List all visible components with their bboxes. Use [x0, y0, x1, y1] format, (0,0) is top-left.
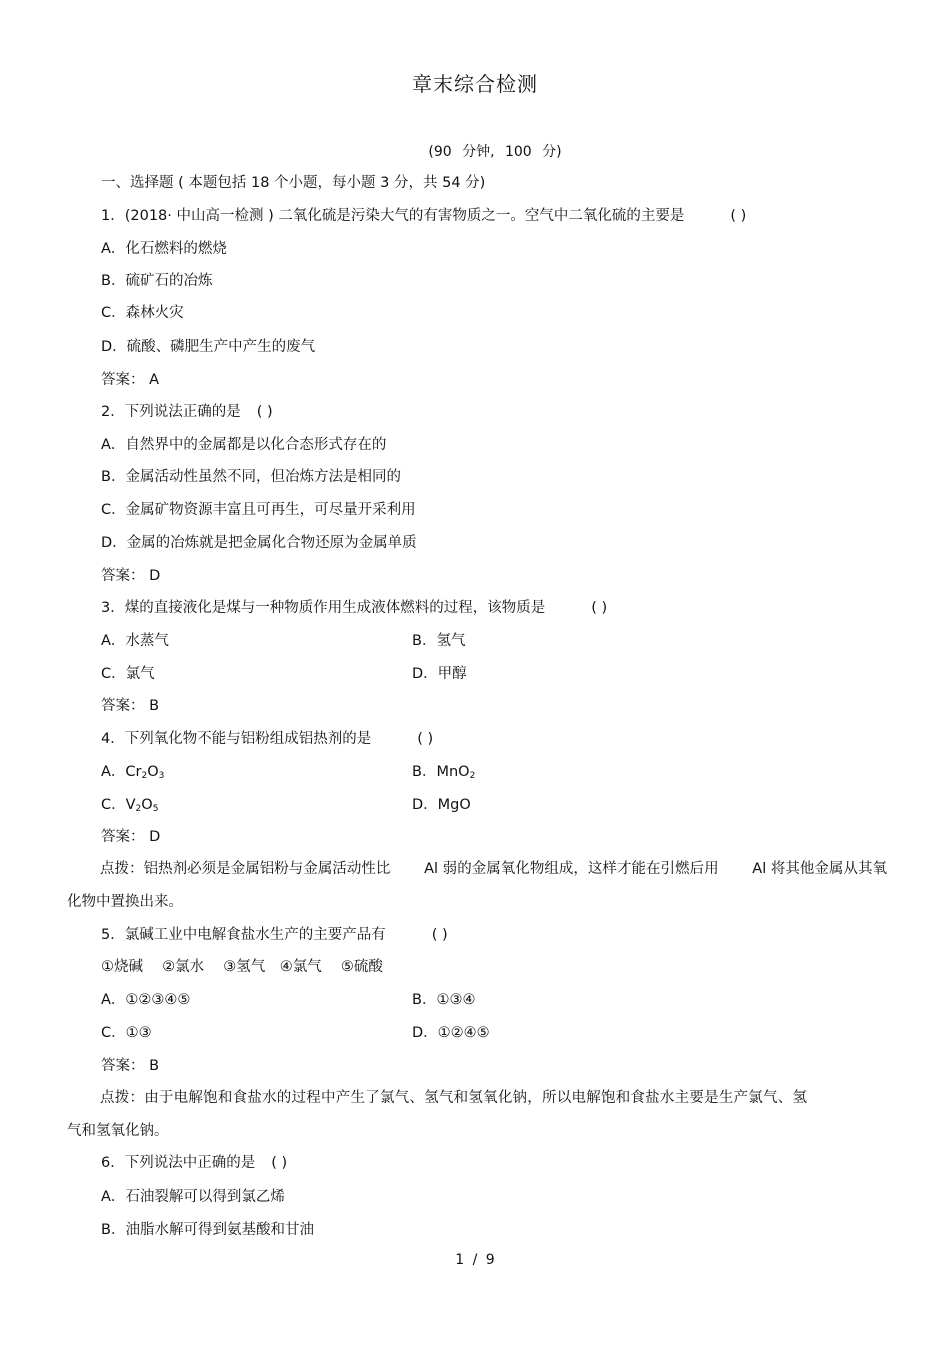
- q6-option-b: B．油脂水解可得到氨基酸和甘油: [101, 1222, 314, 1238]
- question-4: [101, 729, 433, 749]
- q3-option-d: D．甲醇: [412, 666, 467, 682]
- question-5-blank: ( ): [431, 927, 448, 943]
- q4-option-d: D．MgO: [412, 797, 471, 813]
- question-2-blank: ( ): [256, 404, 273, 420]
- q5-option-b: B．①③④: [412, 992, 476, 1008]
- q3-option-a: A．水蒸气: [101, 633, 169, 649]
- question-4-stem: 4．下列氧化物不能与铝粉组成铝热剂的是: [101, 731, 372, 747]
- q4-answer: 答案： D: [101, 829, 161, 845]
- question-2-stem: 2．下列说法正确的是: [101, 404, 241, 420]
- q1-option-a: A．化石燃料的燃烧: [101, 241, 227, 257]
- q4-a-mid: O: [147, 764, 159, 780]
- section-heading: 一、选择题 ( 本题包括 18 个小题，每小题 3 分，共 54 分): [101, 175, 486, 191]
- q4-a-text: A．Cr: [101, 764, 142, 780]
- question-3: [101, 598, 607, 618]
- page-title: 章末综合检测: [412, 72, 538, 96]
- question-5: [101, 925, 448, 945]
- question-6-stem: 6．下列说法中正确的是: [101, 1155, 256, 1171]
- question-3-blank: ( ): [591, 600, 608, 616]
- question-1: [101, 206, 746, 226]
- q4-c-mid: O: [141, 797, 153, 813]
- q4-a-sub2: 3: [158, 771, 165, 781]
- q3-option-c: C．氯气: [101, 666, 155, 682]
- page-number: 1 / 9: [455, 1252, 495, 1268]
- q1-option-d: D．硫酸、磷肥生产中产生的废气: [101, 339, 316, 355]
- question-3-stem: 3．煤的直接液化是煤与一种物质作用生成液体燃料的过程，该物质是: [101, 600, 546, 616]
- q4-option-a: [101, 762, 164, 786]
- question-6: [101, 1153, 287, 1173]
- q2-option-a: A．自然界中的金属都是以化合态形式存在的: [101, 437, 387, 453]
- q5-option-c: C．①③: [101, 1025, 152, 1041]
- exam-duration-score: (90 分钟, 100 分): [428, 144, 562, 160]
- q5-answer: 答案： B: [101, 1058, 160, 1074]
- q4-c-sub2: 5: [152, 804, 159, 814]
- q2-answer: 答案： D: [101, 568, 161, 584]
- question-2: [101, 402, 273, 422]
- q2-option-c: C．金属矿物资源丰富且可再生，可尽量开采利用: [101, 502, 416, 518]
- question-1-blank: ( ): [730, 208, 747, 224]
- q5-hint: 点拨：由于电解饱和食盐水的过程中产生了氯气、氢气和氢氧化钠，所以电解饱和食盐水主要是生产氯气、氢气和氢氧化钠。: [67, 1090, 807, 1139]
- q5-items: ①烧碱 ②氯水 ③氢气 ④氯气 ⑤硫酸: [101, 959, 383, 975]
- q1-answer: 答案： A: [101, 372, 160, 388]
- q1-option-c: C．森林火灾: [101, 305, 184, 321]
- question-4-blank: ( ): [417, 731, 434, 747]
- q4-b-sub: 2: [469, 771, 476, 781]
- q4-c-sub1: 2: [135, 804, 142, 814]
- question-6-blank: ( ): [271, 1155, 288, 1171]
- q4-option-c: [101, 795, 158, 819]
- q5-option-a: A．①②③④⑤: [101, 992, 191, 1008]
- q4-a-sub1: 2: [141, 771, 148, 781]
- q4-b-text: B．MnO: [412, 764, 470, 780]
- q4-hint: 点拨：铝热剂必须是金属铝粉与金属活动性比 Al 弱的金属氧化物组成，这样才能在引燃后用 Al 将其他金属从其氧化物中置换出来。: [67, 861, 887, 910]
- q4-option-b: [412, 762, 475, 786]
- q2-option-b: B．金属活动性虽然不同，但冶炼方法是相同的: [101, 469, 401, 485]
- q4-c-text: C．V: [101, 797, 136, 813]
- q3-option-b: B．氢气: [412, 633, 466, 649]
- q2-option-d: D．金属的冶炼就是把金属化合物还原为金属单质: [101, 535, 417, 551]
- q1-option-b: B．硫矿石的冶炼: [101, 273, 213, 289]
- question-5-stem: 5．氯碱工业中电解食盐水生产的主要产品有: [101, 927, 386, 943]
- q5-option-d: D．①②④⑤: [412, 1025, 490, 1041]
- q3-answer: 答案： B: [101, 698, 160, 714]
- question-1-stem: 1．(2018· 中山高一检测 ) 二氧化硫是污染大气的有害物质之一。空气中二氧化硫的主要是: [101, 208, 685, 224]
- q6-option-a: A．石油裂解可以得到氯乙烯: [101, 1189, 285, 1205]
